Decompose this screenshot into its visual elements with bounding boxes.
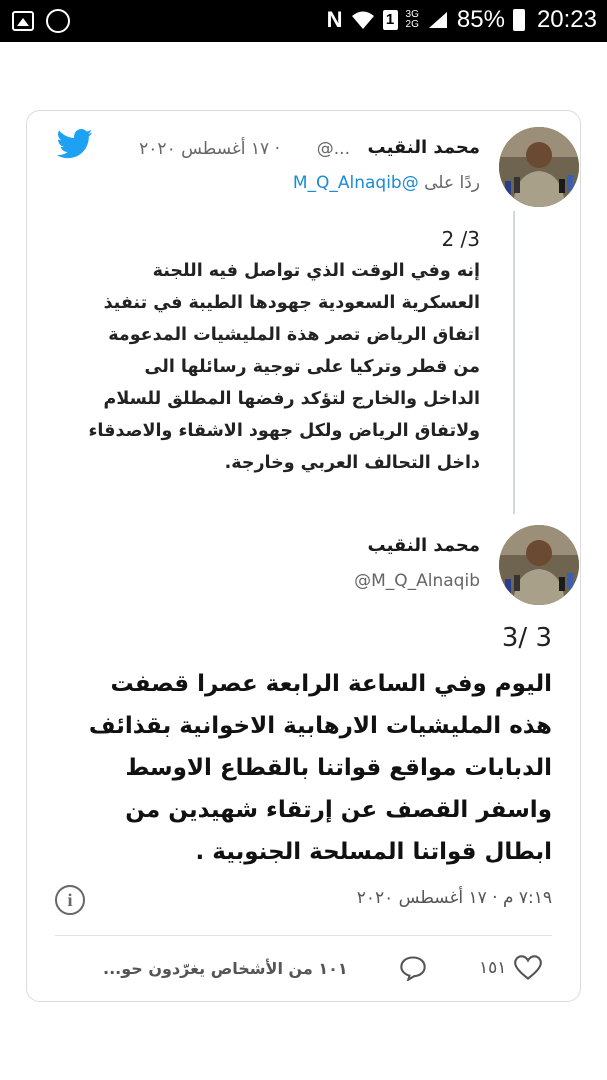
sim-slot-badge: 1 [383, 10, 398, 30]
thread-counter: 3/ 3 [501, 623, 552, 653]
thread-connector [513, 211, 515, 514]
tweet-date: · ١٧ أغسطس ٢٠٢٠ [139, 139, 280, 159]
status-time: 20:23 [536, 6, 597, 33]
nfc-icon: N [326, 7, 343, 32]
tweet-text: إنه وفي الوقت الذي تواصل فيه اللجنة العسكرية السعودية جهودها الطيبة في تنفيذ اتفاق الرياض تصر هذة المليشيات المدعومة من قطر وتركيا على توجية رسائلها الى الداخل والخارج لتؤكد رفضها المطلق للسلام ولاتفاق الرياض ولكل جهود الاشقاء والاصدقاء داخل التحالف العربي وخارجة. [88, 261, 480, 473]
reply-button[interactable] [399, 955, 427, 981]
people-talking-link[interactable]: ١٠١ من الأشخاص يغرّدون حو... [103, 959, 348, 978]
author-name[interactable]: محمد النقيب [367, 535, 480, 556]
author-handle[interactable]: @... [316, 139, 350, 159]
signal-icon [427, 10, 449, 30]
wifi-icon [351, 10, 375, 30]
thread-counter: 2 /3 [441, 227, 480, 251]
reply-to-label: ردًا على [424, 173, 480, 193]
avatar[interactable] [499, 127, 579, 207]
author-handle[interactable]: @M_Q_Alnaqib [354, 571, 480, 591]
status-indicators [327, 6, 597, 34]
twitter-bird-icon [57, 129, 93, 159]
author-name[interactable]: محمد النقيب [367, 137, 480, 158]
avatar[interactable] [499, 525, 579, 605]
battery-percent: 85% [456, 6, 505, 33]
divider [55, 935, 552, 936]
reply-to-handle[interactable]: @M_Q_Alnaqib [292, 173, 419, 193]
status-bar [0, 0, 607, 42]
avatar-photo [499, 525, 579, 605]
info-icon[interactable]: i [55, 885, 85, 915]
status-notifications [12, 9, 70, 33]
tweet-body [85, 223, 480, 479]
tweet-timestamp: ٧:١٩ م · ١٧ أغسطس ٢٠٢٠ [356, 888, 552, 908]
like-button[interactable] [479, 955, 542, 981]
battery-icon [513, 9, 525, 31]
whatsapp-icon [46, 9, 70, 33]
tweet-card[interactable] [26, 110, 581, 1002]
tweet-text: اليوم وفي الساعة الرابعة عصرا قصفت هذه المليشيات الارهابية الاخوانية بقذائف الدبابات مواقع قواتنا بالقطاع الاوسط واسفر القصف عن إرتقاء شهيدين من ابطال قواتنا المسلحة الجنوبية . [88, 671, 552, 865]
like-count: ١٥١ [479, 958, 507, 978]
heart-icon [514, 955, 542, 981]
avatar-photo [499, 127, 579, 207]
reply-to-line [293, 173, 480, 193]
gallery-icon [12, 11, 34, 31]
comment-icon [399, 955, 427, 981]
network-type: 3G 2G [405, 9, 419, 30]
